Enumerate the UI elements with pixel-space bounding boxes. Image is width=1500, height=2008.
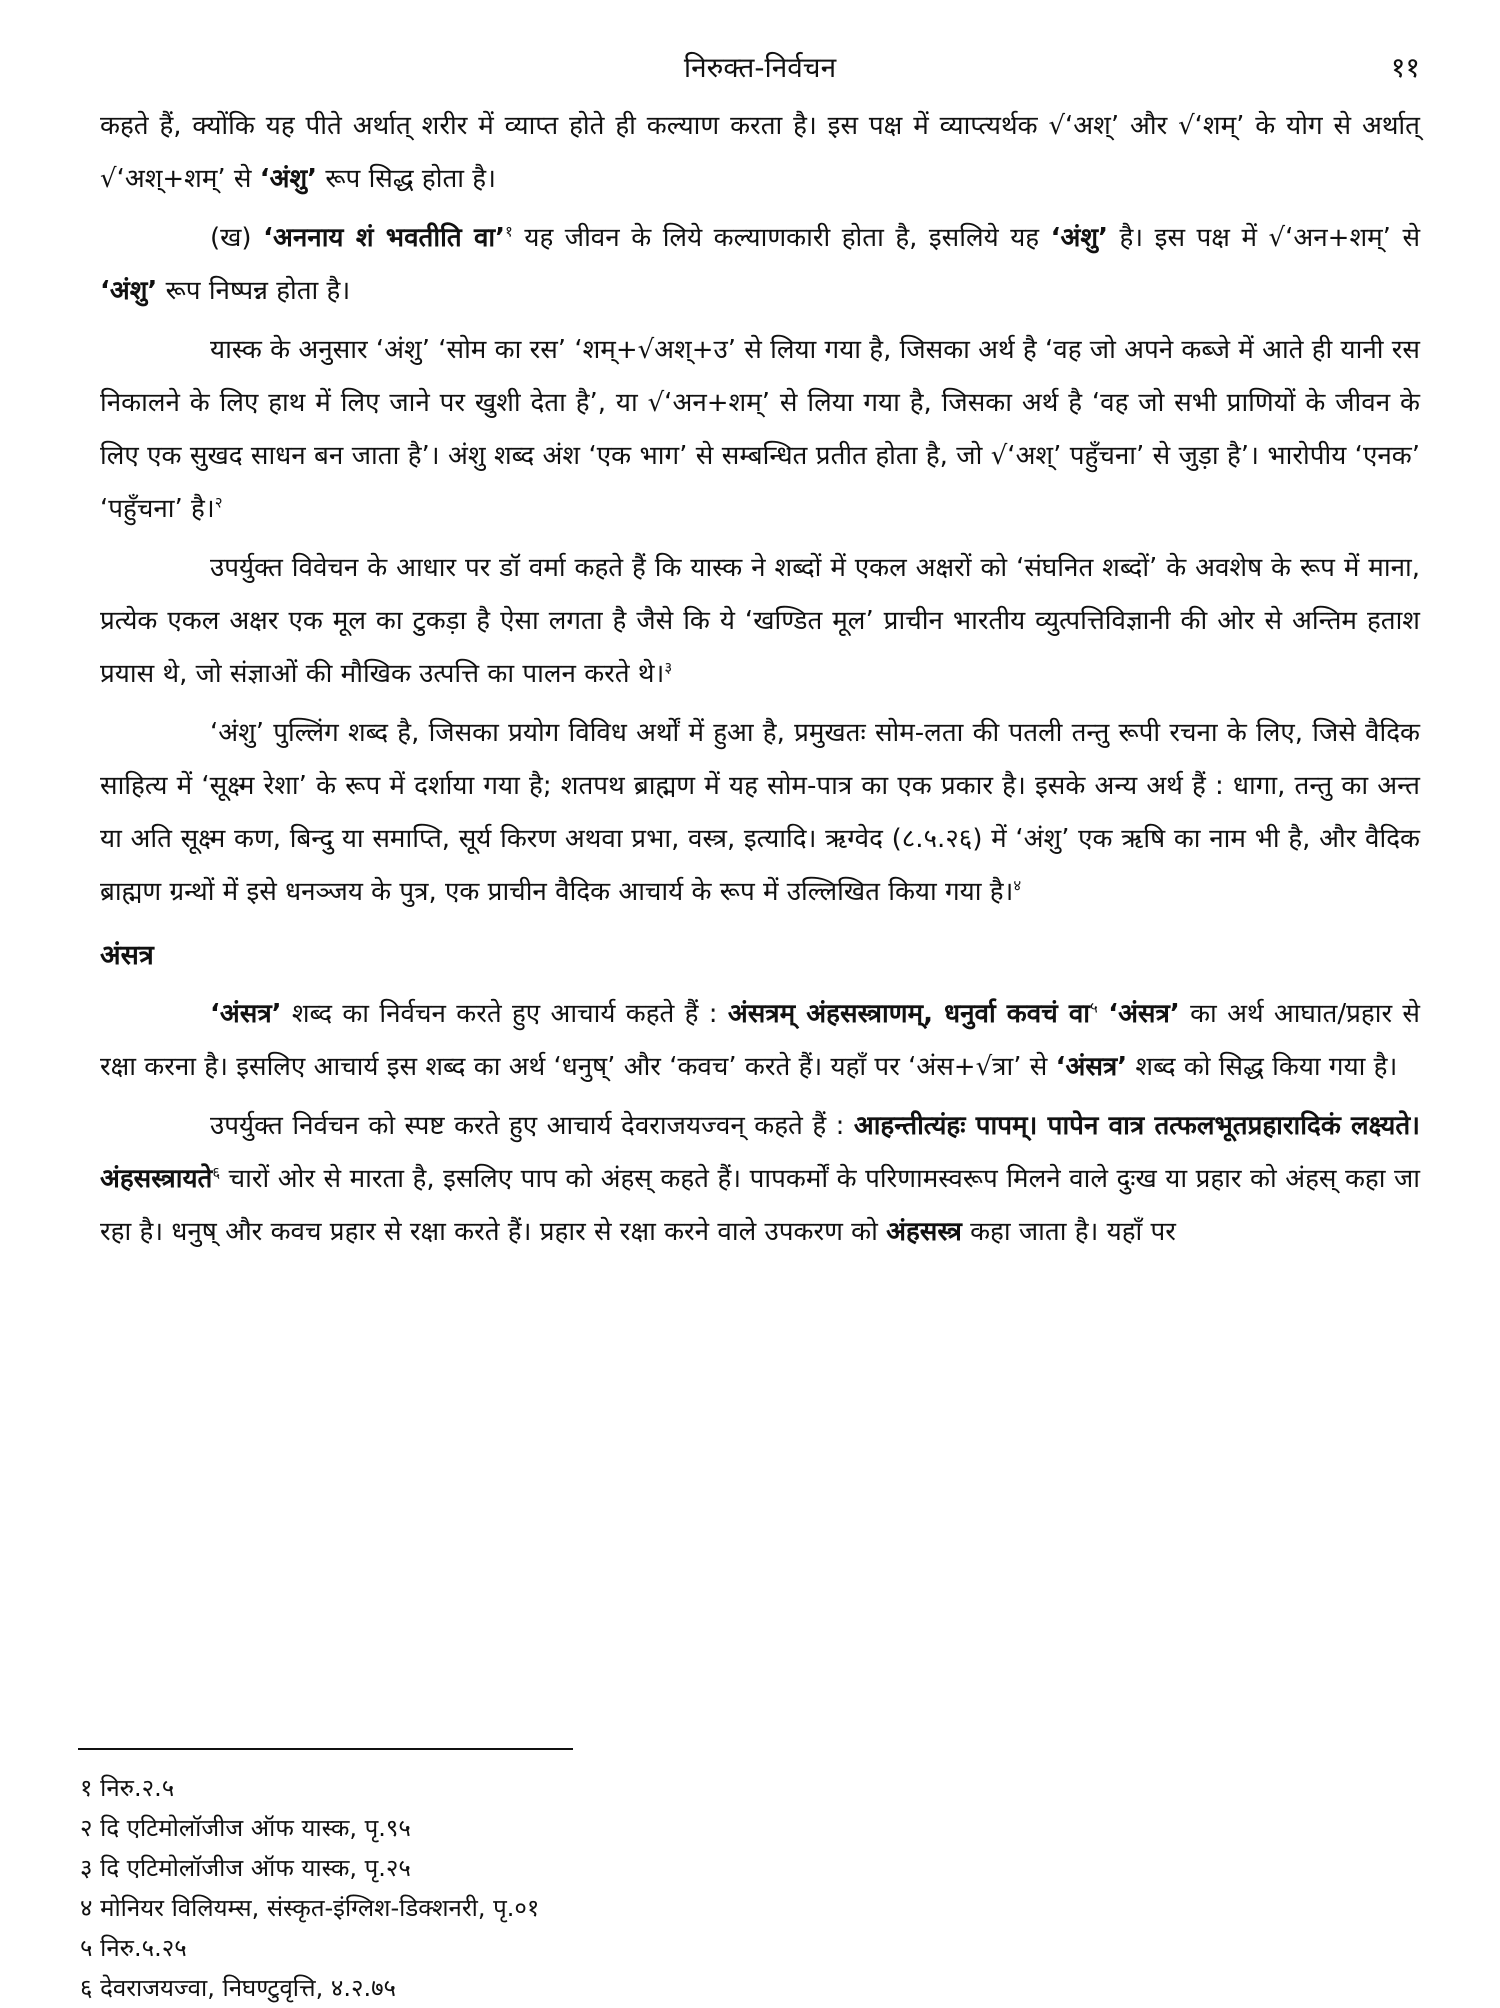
paragraph-6-text-2: का अर्थ आघात/प्रहार से रक्षा करना है। इसलिए आचार्य इस शब्द का अर्थ ‘धनुष्’ और ‘कवच’ करते हैं। यहाँ पर ‘अंस+√त्रा’ से [100, 999, 1421, 1082]
footnote-2: २ दि एटिमोलॉजीज ऑफ यास्क, पृ.९५ [80, 1814, 411, 1842]
paragraph-2-term: ‘अंशु’ [1050, 223, 1108, 253]
paragraph-1-end: रूप सिद्ध होता है। [325, 164, 496, 194]
footnote-ref-5: ५ [1090, 998, 1098, 1017]
paragraph-6-term-3: ‘अंसत्र’ [1055, 1052, 1128, 1082]
paragraph-1 [100, 100, 1420, 206]
paragraph-6-text: शब्द का निर्वचन करते हुए आचार्य कहते हैं : [291, 999, 718, 1029]
footnote-6: ६ देवराजयज्वा, निघण्टुवृत्ति, ४.२.७५ [80, 1974, 397, 2002]
paragraph-6-end: शब्द को सिद्ध किया गया है। [1135, 1052, 1398, 1082]
footnote-1: १ निरु.२.५ [80, 1774, 175, 1802]
paragraph-2-end: रूप निष्पन्न होता है। [165, 276, 351, 306]
footnote-divider [78, 1748, 573, 1750]
footnote-ref-6: ६ [212, 1163, 221, 1182]
paragraph-6-quote: अंसत्रम् अंहसस्त्राणम्, धनुर्वा कवचं वा [727, 999, 1091, 1029]
paragraph-7-text: उपर्युक्त निर्वचन को स्पष्ट करते हुए आचार्य देवराजयज्वन् कहते हैं : [210, 1111, 845, 1141]
paragraph-7-term: अंहसस्त्र [886, 1217, 962, 1247]
paragraph-6-term-2: ‘अंसत्र’ [1108, 999, 1180, 1029]
paragraph-1-text: कहते हैं, क्योंकि यह पीते अर्थात् शरीर में व्याप्त होते ही कल्याण करता है। इस पक्ष में व्याप्त्यर्थक √‘अश्’ और √‘शम्’ के योग से अर्थात् √‘अश्+शम्’ से [100, 111, 1420, 194]
footnote-3: ३ दि एटिमोलॉजीज ऑफ यास्क, पृ.२५ [80, 1854, 411, 1882]
paragraph-5 [100, 707, 1420, 919]
paragraph-7-end: कहा जाता है। यहाँ पर [970, 1217, 1176, 1247]
paragraph-5-text: ‘अंशु’ पुल्लिंग शब्द है, जिसका प्रयोग विविध अर्थों में हुआ है, प्रमुखतः सोम-लता की पतली तन्तु रूपी रचना के लिए, जिसे वैदिक साहित्य में ‘सूक्ष्म रेशा’ के रूप में दर्शाया गया है; शतपथ ब्राह्मण में यह सोम-पात्र का एक प्रकार है। इसके अन्य अर्थ हैं : धागा, तन्तु का अन्त या अति सूक्ष्म कण, बिन्दु या समाप्ति, सूर्य किरण अथवा प्रभा, वस्त्र, इत्यादि। ऋग्वेद (८.५.२६) में ‘अंशु’ एक ऋषि का नाम भी है, और वैदिक ब्राह्मण ग्रन्थों में इसे धनञ्जय के पुत्र, एक प्राचीन वैदिक आचार्य के रूप में उल्लिखित किया गया है। [100, 718, 1420, 907]
footnote-ref-1: १ [505, 222, 513, 241]
running-title: निरुक्त-निर्वचन [683, 51, 837, 84]
page-number: ११ [1390, 51, 1420, 84]
footnote-5: ५ निरु.५.२५ [80, 1934, 187, 1962]
paragraph-7 [100, 1100, 1420, 1259]
paragraph-4-text: उपर्युक्त विवेचन के आधार पर डॉ वर्मा कहते हैं कि यास्क ने शब्दों में एकल अक्षरों को ‘संघनित शब्दों’ के अवशेष के रूप में माना, प्रत्येक एकल अक्षर एक मूल का टुकड़ा है ऐसा लगता है जैसे कि ये ‘खण्डित मूल’ प्राचीन भारतीय व्युत्पत्तिविज्ञानी की ओर से अन्तिम हताश प्रयास थे, जो संज्ञाओं की मौखिक उत्पत्ति का पालन करते थे। [100, 553, 1420, 689]
paragraph-2-quote: ‘अननाय शं भवतीति वा’ [263, 223, 506, 253]
paragraph-2 [100, 212, 1420, 318]
paragraph-2-text: यह जीवन के लिये कल्याणकारी होता है, इसलिये यह [524, 223, 1040, 253]
footnote-ref-3: ३ [664, 658, 673, 677]
paragraph-6 [100, 988, 1420, 1094]
section-heading: अंसत्र [100, 940, 154, 971]
paragraph-3 [100, 324, 1420, 536]
paragraph-2-text-2: है। इस पक्ष में √‘अन+शम्’ से [1119, 223, 1421, 253]
paragraph-7-quote: आहन्तीत्यंहः पापम्। पापेन वात्र तत्फलभूतप्रहारादिकं लक्ष्यते। अंहसस्त्रायते [100, 1111, 1421, 1194]
paragraph-2-term-2: ‘अंशु’ [100, 276, 158, 306]
paragraph-6-term: ‘अंसत्र’ [210, 999, 282, 1029]
page-header [100, 48, 1420, 88]
paragraph-7-text-2: चारों ओर से मारता है, इसलिए पाप को अंहस् कहते हैं। पापकर्मों के परिणामस्वरूप मिलने वाले दुःख या प्रहार को अंहस् कहा जा रहा है। धनुष् और कवच प्रहार से रक्षा करते हैं। प्रहार से रक्षा करने वाले उपकरण को [100, 1164, 1420, 1247]
footnote-ref-2: २ [214, 493, 223, 512]
paragraph-3-text: यास्क के अनुसार ‘अंशु’ ‘सोम का रस’ ‘शम्+√अश्+उ’ से लिया गया है, जिसका अर्थ है ‘वह जो अपने कब्जे में आते ही यानी रस निकालने के लिए हाथ में लिए जाने पर खुशी देता है’, या √‘अन+शम्’ से लिया गया है, जिसका अर्थ है ‘वह जो सभी प्राणियों के जीवन के लिए एक सुखद साधन बन जाता है’। अंशु शब्द अंश ‘एक भाग’ से सम्बन्धित प्रतीत होता है, जो √‘अश्’ पहुँचना’ से जुड़ा है’। भारोपीय ‘एनक’ ‘पहुँचना’ है। [100, 335, 1420, 524]
body-text [100, 100, 1420, 1265]
paragraph-2-label: (ख) [210, 223, 252, 253]
footnote-ref-4: ४ [1013, 876, 1022, 895]
footnote-4: ४ मोनियर विलियम्स, संस्कृत-इंग्लिश-डिक्शनरी, पृ.०१ [80, 1894, 540, 1922]
paragraph-1-term: ‘अंशु’ [259, 164, 318, 194]
paragraph-4 [100, 542, 1420, 701]
footnotes [80, 1768, 880, 2008]
